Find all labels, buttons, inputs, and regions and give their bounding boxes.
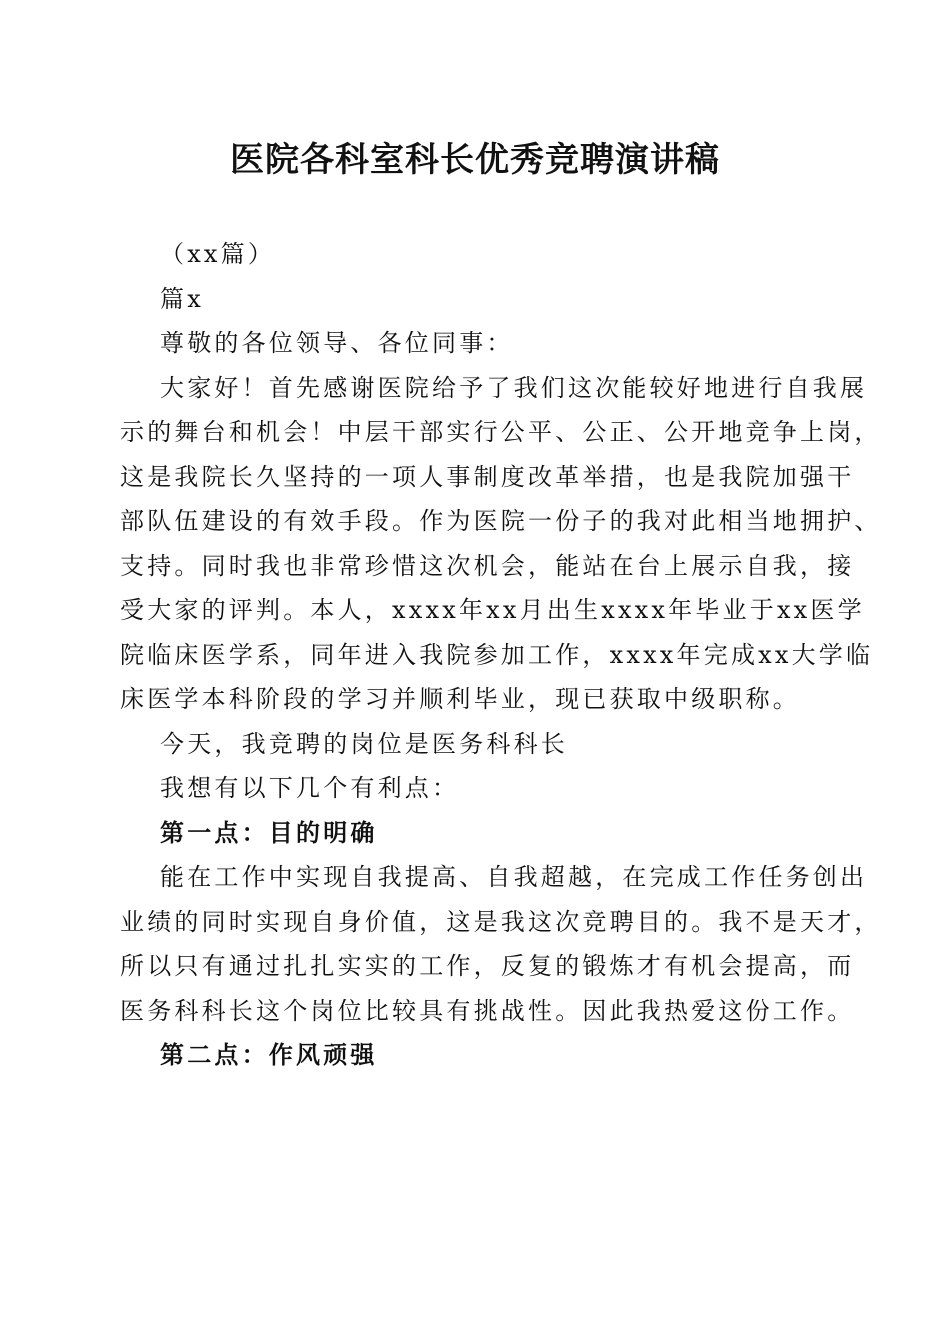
text-line: 部队伍建设的有效手段。作为医院一份子的我对此相当地拥护、 bbox=[120, 507, 882, 535]
text-line: 大家好！首先感谢医院给予了我们这次能较好地进行自我展 bbox=[160, 373, 868, 402]
heading-point-one: 第一点：目的明确 bbox=[160, 817, 378, 847]
text-line: 业绩的同时实现自身价值，这是我这次竞聘目的。我不是天才， bbox=[120, 907, 882, 936]
heading-point-two: 第二点：作风顽强 bbox=[160, 1040, 378, 1069]
paragraph-count-note: （xx篇） bbox=[160, 240, 276, 268]
paragraph-position: 今天，我竞聘的岗位是医务科科长 bbox=[160, 729, 568, 758]
text-line: 受大家的评判。本人，xxxx年xx月出生xxxx年毕业于xx医学 bbox=[120, 596, 865, 624]
paragraph-point-one bbox=[120, 855, 882, 1033]
text-line: 医务科科长这个岗位比较具有挑战性。因此我热爱这份工作。 bbox=[120, 996, 855, 1025]
paragraph-salutation: 尊敬的各位领导、各位同事： bbox=[160, 329, 514, 357]
paragraph-advantages-intro: 我想有以下几个有利点： bbox=[160, 774, 460, 802]
text-line: 示的舞台和机会！中层干部实行公平、公正、公开地竞争上岗， bbox=[120, 418, 882, 446]
text-line: 床医学本科阶段的学习并顺利毕业，现已获取中级职称。 bbox=[120, 685, 800, 713]
text-line: 能在工作中实现自我提高、自我超越，在完成工作任务创出 bbox=[160, 863, 868, 891]
text-line: 所以只有通过扎扎实实的工作，反复的锻炼才有机会提高，而 bbox=[120, 952, 855, 980]
text-line: 支持。同时我也非常珍惜这次机会，能站在台上展示自我，接 bbox=[120, 551, 855, 580]
text-line: 这是我院长久坚持的一项人事制度改革举措，也是我院加强干 bbox=[120, 462, 855, 491]
paragraph-introduction bbox=[120, 366, 882, 722]
document-body bbox=[120, 232, 882, 1078]
paragraph-section-label: 篇x bbox=[160, 284, 204, 313]
document-title: 医院各科室科长优秀竞聘演讲稿 bbox=[230, 140, 720, 180]
text-line: 院临床医学系，同年进入我院参加工作，xxxx年完成xx大学临 bbox=[120, 640, 874, 669]
